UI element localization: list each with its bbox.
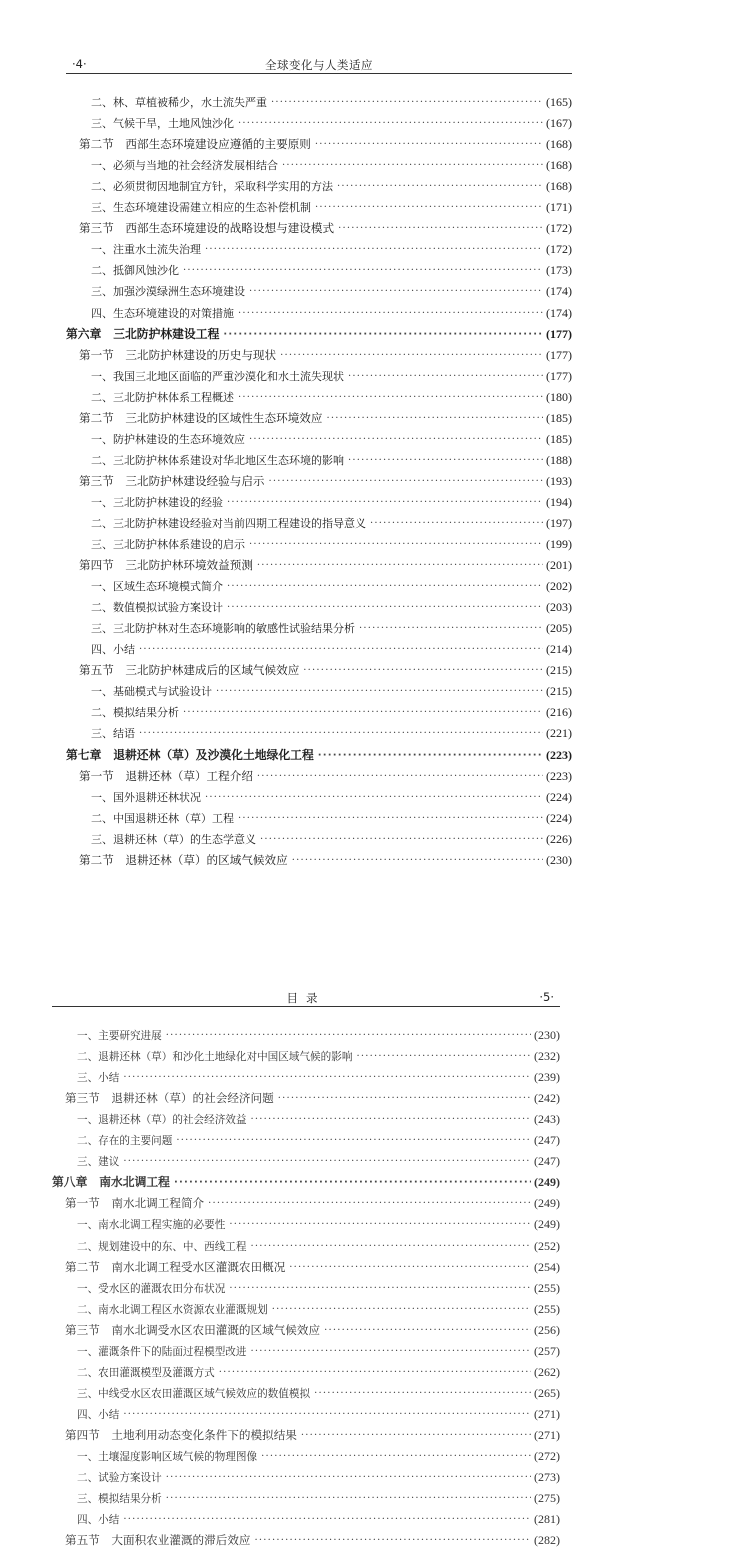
toc-item (66, 173, 572, 194)
toc-section (66, 847, 572, 868)
toc-item (66, 678, 572, 699)
toc-item (66, 447, 572, 468)
toc-entry-title: 三、建议 (77, 1156, 120, 1169)
toc-item (66, 720, 572, 741)
toc-item (66, 363, 572, 384)
dot-leader (348, 372, 543, 384)
dot-leader (238, 393, 543, 405)
toc-item (66, 805, 572, 826)
toc-entry-title: 第二节 三北防护林建设的区域性生态环境效应 (79, 410, 323, 425)
toc-chapter (66, 741, 572, 762)
toc-entry-page: (243) (534, 1112, 560, 1127)
toc-section (66, 131, 572, 152)
toc-entry-title: 第四节 三北防护林环境效益预测 (79, 558, 253, 573)
dot-leader (271, 98, 543, 110)
dot-leader (260, 835, 543, 847)
dot-leader (174, 1178, 531, 1190)
toc-item (52, 1506, 560, 1527)
dot-leader (251, 1115, 532, 1127)
dot-leader (272, 1305, 531, 1317)
toc-item (66, 194, 572, 215)
toc-entry-page: (177) (546, 326, 572, 341)
dot-leader (123, 1515, 531, 1527)
toc-entry-title: 二、三北防护林体系工程概述 (91, 390, 234, 404)
toc-entry-page: (216) (546, 705, 572, 720)
toc-entry-title: 四、小结 (77, 1408, 120, 1421)
toc-entry-title: 二、试验方案设计 (77, 1472, 162, 1485)
toc-item (66, 236, 572, 257)
toc-entry-title: 二、三北防护林建设经验对当前四期工程建设的指导意义 (91, 516, 366, 530)
toc-section (52, 1085, 560, 1106)
toc-entry-page: (254) (534, 1259, 560, 1274)
page-header (66, 55, 572, 73)
toc-item (66, 510, 572, 531)
toc-entry-page: (232) (534, 1049, 560, 1064)
toc-item (66, 531, 572, 552)
toc-entry-page: (257) (534, 1343, 560, 1358)
toc-item (66, 110, 572, 131)
dot-leader (166, 1473, 531, 1485)
toc-chapter (66, 321, 572, 342)
dot-leader (315, 140, 543, 152)
toc-entry-title: 三、小结 (77, 1072, 120, 1085)
toc-entry-page: (255) (534, 1280, 560, 1295)
dot-leader (166, 1031, 531, 1043)
toc-entry-title: 四、小结 (91, 643, 135, 657)
toc-item (66, 257, 572, 278)
toc-entry-title: 三、三北防护林体系建设的启示 (91, 538, 245, 552)
toc-entry-page: (281) (534, 1512, 560, 1527)
toc-entry-title: 三、生态环境建设需建立相应的生态补偿机制 (91, 201, 311, 215)
toc-section (52, 1254, 560, 1275)
toc-entry-page: (177) (546, 347, 572, 362)
header-rule (52, 1006, 560, 1007)
dot-leader (303, 666, 543, 678)
toc-entry-title: 一、我国三北地区面临的严重沙漠化和水土流失现状 (91, 369, 344, 383)
toc-section (66, 215, 572, 236)
toc-entry-page: (271) (534, 1427, 560, 1442)
toc-entry-title: 一、三北防护林建设的经验 (91, 495, 223, 509)
dot-leader (227, 582, 543, 594)
toc-entry-title: 第二节 西部生态环境建设应遵循的主要原则 (79, 137, 311, 152)
page-number: ·5· (539, 990, 554, 1004)
toc-entry-title: 第一节 退耕还林（草）工程介绍 (79, 768, 253, 783)
toc-item (66, 573, 572, 594)
toc-entry-title: 二、数值模拟试验方案设计 (91, 601, 223, 615)
toc-page-5 (52, 988, 560, 1548)
toc-entry-page: (177) (546, 368, 572, 383)
toc-item (52, 1443, 560, 1464)
dot-leader (292, 856, 543, 868)
dot-leader (338, 224, 543, 236)
dot-leader (255, 1536, 531, 1548)
toc-section (52, 1422, 560, 1443)
toc-item (66, 299, 572, 320)
toc-entry-title: 一、区域生态环境模式简介 (91, 580, 223, 594)
toc-entry-page: (185) (546, 431, 572, 446)
dot-leader (278, 1094, 531, 1106)
dot-leader (251, 1347, 532, 1359)
toc-item (52, 1043, 560, 1064)
toc-entry-title: 三、三北防护林对生态环境影响的敏感性试验结果分析 (91, 622, 355, 636)
toc-item (52, 1275, 560, 1296)
dot-leader (123, 1410, 531, 1422)
dot-leader (359, 624, 543, 636)
toc-entry-page: (174) (546, 284, 572, 299)
running-title: 全球变化与人类适应 (265, 58, 373, 72)
toc-entry-page: (215) (546, 663, 572, 678)
dot-leader (183, 708, 543, 720)
toc-entry-title: 第二节 南水北调工程受水区灌溉农田概况 (65, 1259, 286, 1274)
toc-entry-title: 第三节 三北防护林建设经验与启示 (79, 473, 265, 488)
dot-leader (261, 1452, 531, 1464)
toc-entry-title: 三、模拟结果分析 (77, 1493, 162, 1506)
toc-entry-title: 一、主要研究进展 (77, 1030, 162, 1043)
dot-leader (282, 161, 543, 173)
toc-entry-title: 第五节 三北防护林建成后的区域气候效应 (79, 663, 300, 678)
toc-item (66, 278, 572, 299)
toc-entry-title: 一、灌溉条件下的陆面过程模型改进 (77, 1345, 247, 1358)
toc-item (52, 1148, 560, 1169)
toc-entry-page: (174) (546, 305, 572, 320)
toc-item (66, 384, 572, 405)
toc-entry-title: 四、生态环境建设的对策措施 (91, 306, 234, 320)
toc-entry-page: (172) (546, 242, 572, 257)
toc-entry-page: (275) (534, 1491, 560, 1506)
toc-entry-page: (272) (534, 1448, 560, 1463)
toc-entry-title: 一、南水北调工程实施的必要性 (77, 1219, 226, 1232)
dot-leader (208, 1199, 531, 1211)
toc-entry-title: 二、南水北调工程区水资源农业灌溉规划 (77, 1303, 268, 1316)
dot-leader (314, 1389, 531, 1401)
toc-item (52, 1485, 560, 1506)
dot-leader (238, 119, 543, 131)
toc-entry-title: 二、林、草植被稀少，水土流失严重 (91, 96, 267, 110)
toc-entry-page: (193) (546, 473, 572, 488)
toc-section (66, 405, 572, 426)
toc-chapter (52, 1169, 560, 1190)
dot-leader (166, 1494, 531, 1506)
toc-section (52, 1190, 560, 1211)
toc-entry-title: 第三节 西部生态环境建设的战略设想与建设模式 (79, 221, 335, 236)
dot-leader (257, 561, 543, 573)
toc-item (66, 636, 572, 657)
page-number: ·4· (72, 57, 87, 71)
toc-entry-page: (239) (534, 1070, 560, 1085)
toc-entry-title: 二、抵御风蚀沙化 (91, 264, 179, 278)
toc-entry-title: 二、三北防护林体系建设对华北地区生态环境的影响 (91, 453, 344, 467)
toc-entry-title: 一、注重水土流失治理 (91, 243, 201, 257)
dot-leader (257, 772, 543, 784)
toc-item (66, 594, 572, 615)
toc-section (52, 1317, 560, 1338)
toc-item (66, 89, 572, 110)
toc-entry-page: (249) (534, 1175, 560, 1190)
toc-entry-title: 第三节 南水北调受水区农田灌溉的区域气候效应 (65, 1322, 321, 1337)
toc-item (52, 1022, 560, 1043)
toc-entry-page: (214) (546, 642, 572, 657)
toc-entry-title: 二、模拟结果分析 (91, 706, 179, 720)
toc-entry-title: 第五节 大面积农业灌溉的滞后效应 (65, 1533, 251, 1548)
toc-entry-page: (199) (546, 537, 572, 552)
toc-entry-page: (224) (546, 789, 572, 804)
toc-entry-page: (249) (534, 1196, 560, 1211)
toc-entry-page: (271) (534, 1406, 560, 1421)
toc-entry-title: 第六章 三北防护林建设工程 (66, 326, 220, 341)
toc-section (66, 552, 572, 573)
dot-leader (176, 1136, 531, 1148)
toc-entry-title: 第三节 退耕还林（草）的社会经济问题 (65, 1091, 274, 1106)
dot-leader (223, 330, 543, 342)
toc-item (52, 1106, 560, 1127)
toc-item (52, 1464, 560, 1485)
toc-entry-title: 一、基础模式与试验设计 (91, 685, 212, 699)
toc-item (52, 1064, 560, 1085)
dot-leader (370, 519, 543, 531)
toc-entry-page: (265) (534, 1385, 560, 1400)
toc-entry-page: (171) (546, 200, 572, 215)
toc-entry-page: (256) (534, 1322, 560, 1337)
toc-item (52, 1296, 560, 1317)
toc-item (66, 699, 572, 720)
toc-entry-page: (223) (546, 747, 572, 762)
dot-leader (219, 1368, 531, 1380)
dot-leader (348, 456, 543, 468)
toc-section (66, 468, 572, 489)
toc-entry-page: (242) (534, 1091, 560, 1106)
dot-leader (205, 245, 543, 257)
toc-entry-page: (173) (546, 263, 572, 278)
toc-entry-page: (167) (546, 116, 572, 131)
dot-leader (249, 435, 543, 447)
toc-section (66, 342, 572, 363)
dot-leader (183, 266, 543, 278)
toc-entry-page: (168) (546, 158, 572, 173)
toc-item (66, 426, 572, 447)
toc-entry-page: (224) (546, 810, 572, 825)
toc-item (66, 152, 572, 173)
toc-entry-page: (194) (546, 494, 572, 509)
dot-leader (216, 687, 543, 699)
toc-item (66, 826, 572, 847)
dot-leader (289, 1263, 531, 1275)
toc-entry-page: (226) (546, 831, 572, 846)
toc-entry-page: (252) (534, 1238, 560, 1253)
toc-entry-page: (247) (534, 1133, 560, 1148)
toc-entry-page: (223) (546, 768, 572, 783)
toc-entry-title: 四、小结 (77, 1514, 120, 1527)
toc-entry-title: 第四节 土地利用动态变化条件下的模拟结果 (65, 1427, 297, 1442)
toc-entry-page: (202) (546, 579, 572, 594)
toc-entry-title: 二、存在的主要问题 (77, 1135, 173, 1148)
dot-leader (301, 1431, 531, 1443)
dot-leader (249, 287, 543, 299)
dot-leader (229, 1284, 531, 1296)
dot-leader (326, 414, 543, 426)
toc-entry-title: 第八章 南水北调工程 (52, 1175, 170, 1190)
toc-entry-title: 二、农田灌溉模型及灌溉方式 (77, 1366, 215, 1379)
toc-entry-page: (168) (546, 179, 572, 194)
toc-entry-page: (172) (546, 221, 572, 236)
toc-item (52, 1380, 560, 1401)
toc-entry-page: (201) (546, 558, 572, 573)
toc-item (52, 1211, 560, 1232)
toc-entry-title: 第一节 三北防护林建设的历史与现状 (79, 347, 277, 362)
toc-entry-page: (249) (534, 1217, 560, 1232)
dot-leader (238, 309, 543, 321)
toc-entry-page: (197) (546, 515, 572, 530)
dot-leader (227, 603, 543, 615)
toc-list (52, 1022, 560, 1548)
dot-leader (227, 498, 543, 510)
toc-entry-page: (247) (534, 1154, 560, 1169)
dot-leader (315, 203, 543, 215)
toc-entry-title: 三、退耕还林（草）的生态学意义 (91, 832, 256, 846)
dot-leader (238, 814, 543, 826)
toc-item (52, 1401, 560, 1422)
running-title: 目录 (286, 991, 326, 1005)
toc-item (66, 784, 572, 805)
toc-item (52, 1359, 560, 1380)
toc-entry-page: (273) (534, 1470, 560, 1485)
dot-leader (229, 1220, 531, 1232)
dot-leader (123, 1073, 531, 1085)
toc-entry-title: 三、结语 (91, 727, 135, 741)
dot-leader (318, 751, 543, 763)
toc-entry-page: (205) (546, 621, 572, 636)
toc-item (66, 615, 572, 636)
toc-item (66, 489, 572, 510)
toc-entry-page: (262) (534, 1364, 560, 1379)
dot-leader (280, 351, 543, 363)
dot-leader (249, 540, 543, 552)
toc-entry-title: 第七章 退耕还林（草）及沙漠化土地绿化工程 (66, 747, 314, 762)
toc-list (66, 89, 572, 868)
toc-entry-title: 二、中国退耕还林（草）工程 (91, 811, 234, 825)
toc-entry-page: (185) (546, 410, 572, 425)
toc-section (66, 763, 572, 784)
toc-entry-page: (282) (534, 1533, 560, 1548)
toc-section (66, 657, 572, 678)
toc-entry-page: (180) (546, 389, 572, 404)
page-header (52, 988, 560, 1006)
dot-leader (337, 182, 543, 194)
header-rule (66, 73, 572, 74)
dot-leader (356, 1052, 531, 1064)
dot-leader (205, 793, 543, 805)
toc-entry-title: 第二节 退耕还林（草）的区域气候效应 (79, 852, 288, 867)
toc-entry-title: 二、规划建设中的东、中、西线工程 (77, 1240, 247, 1253)
toc-entry-title: 二、退耕还林（草）和沙化土地绿化对中国区域气候的影响 (77, 1051, 353, 1064)
toc-entry-page: (215) (546, 684, 572, 699)
toc-item (52, 1338, 560, 1359)
toc-page-4 (66, 55, 572, 868)
toc-entry-page: (203) (546, 600, 572, 615)
toc-entry-page: (221) (546, 726, 572, 741)
toc-entry-title: 一、受水区的灌溉农田分布状况 (77, 1282, 226, 1295)
dot-leader (324, 1326, 531, 1338)
toc-item (52, 1232, 560, 1253)
toc-entry-title: 一、防护林建设的生态环境效应 (91, 432, 245, 446)
toc-entry-title: 一、必须与当地的社会经济发展相结合 (91, 159, 278, 173)
dot-leader (251, 1242, 532, 1254)
toc-entry-page: (168) (546, 137, 572, 152)
toc-entry-title: 三、加强沙漠绿洲生态环境建设 (91, 285, 245, 299)
dot-leader (139, 729, 543, 741)
toc-entry-title: 一、退耕还林（草）的社会经济效益 (77, 1114, 247, 1127)
toc-entry-title: 一、国外退耕还林状况 (91, 790, 201, 804)
dot-leader (139, 645, 543, 657)
toc-section (52, 1527, 560, 1548)
toc-entry-page: (230) (546, 852, 572, 867)
toc-entry-page: (255) (534, 1301, 560, 1316)
dot-leader (123, 1157, 531, 1169)
toc-item (52, 1127, 560, 1148)
toc-entry-page: (165) (546, 95, 572, 110)
toc-entry-page: (230) (534, 1028, 560, 1043)
dot-leader (269, 477, 543, 489)
toc-entry-title: 第一节 南水北调工程简介 (65, 1196, 205, 1211)
toc-entry-title: 三、气候干旱，土地风蚀沙化 (91, 117, 234, 131)
toc-entry-title: 一、土壤湿度影响区域气候的物理图像 (77, 1450, 258, 1463)
toc-entry-title: 二、必须贯彻因地制宜方针，采取科学实用的方法 (91, 180, 333, 194)
toc-entry-page: (188) (546, 452, 572, 467)
toc-entry-title: 三、中线受水区农田灌溉区域气候效应的数值模拟 (77, 1387, 311, 1400)
